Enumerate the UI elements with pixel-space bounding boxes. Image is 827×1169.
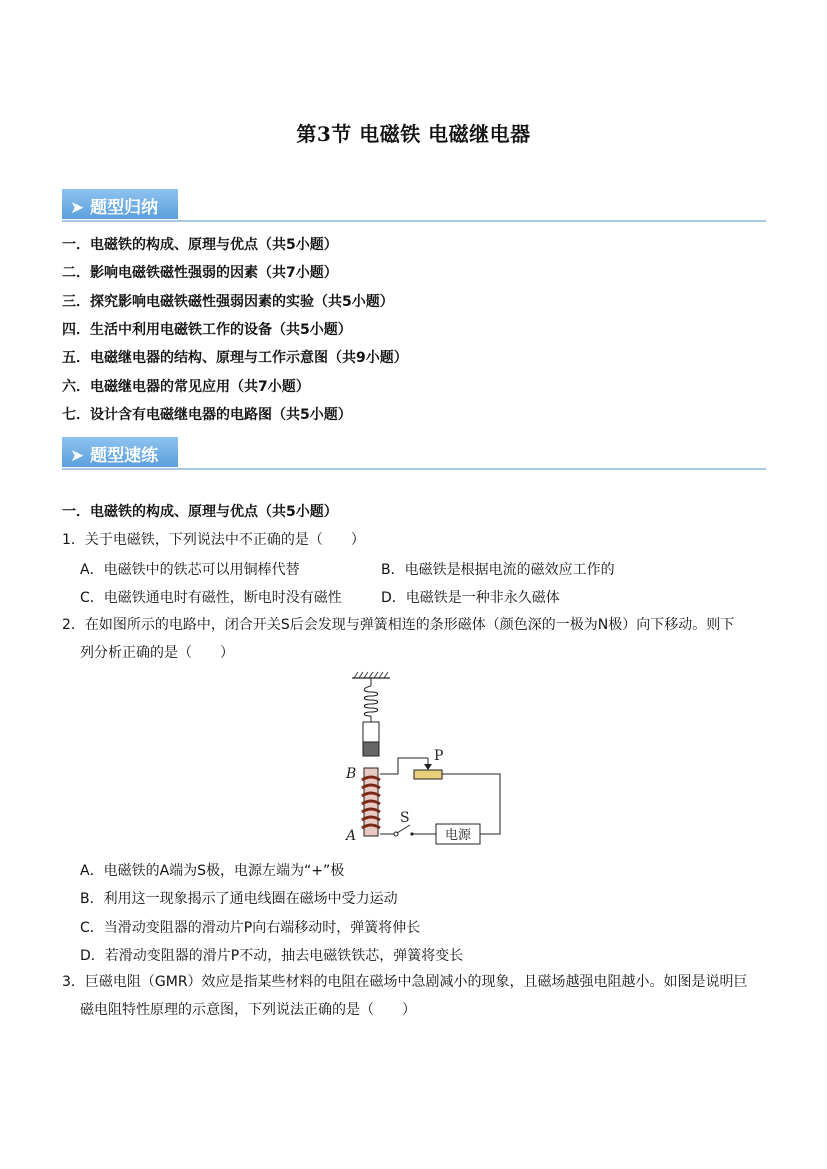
power-source-label: 电源 — [445, 828, 472, 843]
section-banner-summary — [62, 189, 766, 223]
banner-label: ➤ 题型速练 — [70, 446, 159, 466]
banner-label: ➤ 题型归纳 — [70, 198, 159, 218]
option-a: A．电磁铁的A端为S极，电源左端为“+”极 — [80, 863, 345, 879]
question-stem: 1．关于电磁铁，下列说法中不正确的是（ ） — [62, 532, 365, 548]
option-d: D．电磁铁是一种非永久磁体 — [381, 590, 560, 606]
toc-item: 二．影响电磁铁磁性强弱的因素（共7小题） — [62, 265, 338, 281]
label-p: P — [434, 748, 444, 764]
question-stem-cont: 列分析正确的是（ ） — [80, 645, 234, 661]
toc-item: 一．电磁铁的构成、原理与优点（共5小题） — [62, 237, 338, 253]
option-b: B．电磁铁是根据电流的磁效应工作的 — [381, 562, 615, 578]
option-d: D．若滑动变阻器的滑片P不动，抽去电磁铁铁芯，弹簧将变长 — [80, 948, 464, 964]
option-a: A．电磁铁中的铁芯可以用铜棒代替 — [80, 562, 300, 578]
option-b: B．利用这一现象揭示了通电线圈在磁场中受力运动 — [80, 891, 398, 907]
toc-item: 五．电磁继电器的结构、原理与工作示意图（共9小题） — [62, 350, 408, 366]
label-a: A — [346, 828, 357, 844]
toc-item: 四．生活中利用电磁铁工作的设备（共5小题） — [62, 322, 352, 338]
option-c: C．电磁铁通电时有磁性，断电时没有磁性 — [80, 590, 342, 606]
electromagnet-circuit-figure — [330, 670, 530, 850]
section-heading: 一．电磁铁的构成、原理与优点（共5小题） — [62, 504, 338, 520]
question-stem-cont: 磁电阻特性原理的示意图，下列说法正确的是（ ） — [80, 1002, 416, 1018]
toc-item: 三．探究影响电磁铁磁性强弱因素的实验（共5小题） — [62, 294, 394, 310]
page-title: 第3节 电磁铁 电磁继电器 — [296, 122, 531, 146]
question-stem: 3．巨磁电阻（GMR）效应是指某些材料的电阻在磁场中急剧减小的现象，且磁场越强电阻越小。如图是说明巨 — [62, 974, 748, 990]
section-banner-practice — [62, 437, 766, 471]
label-s: S — [400, 810, 410, 826]
question-stem: 2．在如图所示的电路中，闭合开关S后会发现与弹簧相连的条形磁体（颜色深的一极为N极）向下移动。则下 — [62, 617, 735, 633]
label-b: B — [346, 766, 357, 782]
toc-item: 七．设计含有电磁继电器的电路图（共5小题） — [62, 407, 352, 423]
toc-item: 六．电磁继电器的常见应用（共7小题） — [62, 379, 310, 395]
option-c: C．当滑动变阻器的滑动片P向右端移动时，弹簧将伸长 — [80, 920, 421, 936]
